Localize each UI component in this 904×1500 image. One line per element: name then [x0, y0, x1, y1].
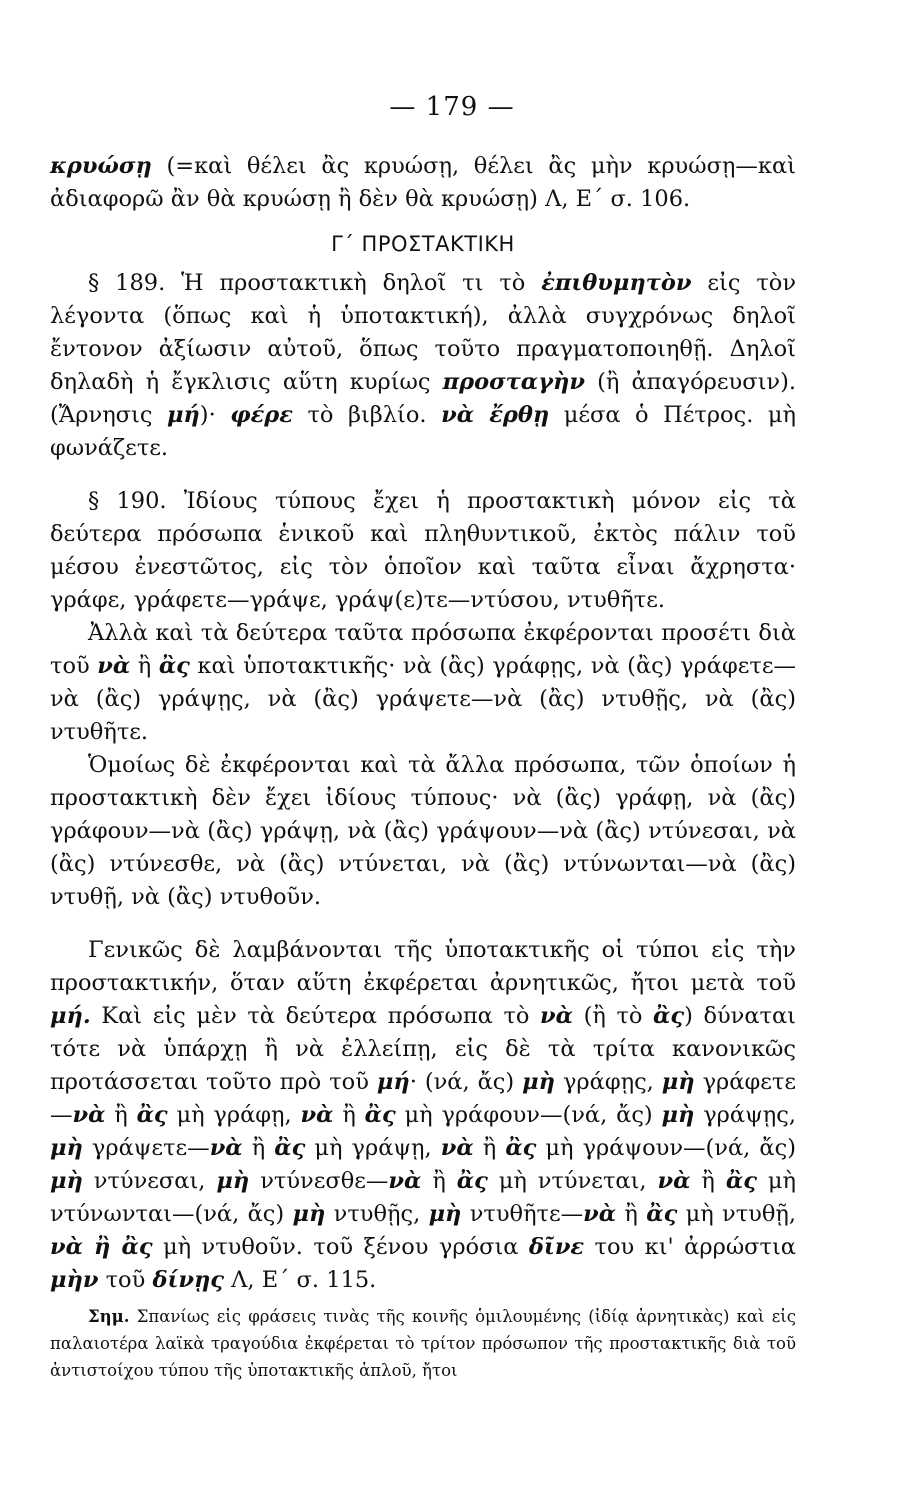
bold-term: μὴ — [661, 1069, 695, 1095]
paragraph-other-persons: Ὁμοίως δὲ ἐκφέρονται καὶ τὰ ἄλλα πρόσωπα, τῶν ὁποίων ἡ προστακτικὴ δὲν ἔχει ἰδίους τύπους· νὰ (ἂς) γράφῃ, νὰ (ἂς) γράφουν—νὰ (ἂς) γράψῃ, νὰ (ἂς) γράψουν—νὰ (ἂς) ντύνεσαι, νὰ (ἂς) ντύνεσθε, νὰ (ἂς) ντύνεται, νὰ (ἂς) ντύνωνται—νὰ (ἂς) ντυθῇ, νὰ (ἂς) ντυθοῦν. — [50, 752, 796, 910]
text-run: καὶ ὑποτακτικῆς· νὰ (ἂς) γράφῃς, νὰ (ἂς) γράφετε—νὰ (ἂς) γράψῃς, νὰ (ἂς) γράψετε—νὰ (ἂς) ντυθῇς, νὰ (ἂς) ντυθῆτε. — [50, 653, 796, 745]
text-run: μὴ ντυθῇ, — [677, 1201, 797, 1227]
text-run: ντυθῆτε— — [461, 1201, 584, 1227]
paragraph-190: § 190. Ἰδίους τύπους ἔχει ἡ προστακτικὴ μόνον εἰς τὰ δεύτερα πρόσωπα ἑνικοῦ καὶ πληθυντικοῦ, ἐκτὸς πάλιν τοῦ μέσου ἐνεστῶτος, εἰς τὸν ὁποῖον καὶ ταῦτα εἶναι ἄχρηστα· γράφε, γράφετε—γράψε, γράψ(ε)τε—ντύσου, ντυθῆτε. — [50, 488, 796, 613]
text-run: μὴ γράψῃ, — [305, 1135, 441, 1161]
text-run: )· — [199, 402, 231, 428]
footnote-text: Σπανίως εἰς φράσεις τινὰς τῆς κοινῆς ὁμιλουμένης (ἰδίᾳ ἀρνητικὰς) καὶ εἰς παλαιοτέρα λαϊκὰ τραγούδια ἐκφέρεται τὸ τρίτον πρόσωπον τῆς προστακτικῆς διὰ τοῦ ἀντιστοίχου τύπου τῆς ὑποτακτικῆς ἁπλοῦ, ἤτοι — [50, 1307, 796, 1380]
bold-term: φέρε — [230, 402, 293, 428]
bold-term: μὴ — [292, 1201, 326, 1227]
bold-term: μὴ — [661, 1102, 695, 1128]
text-run: Γενικῶς δὲ λαμβάνονται τῆς ὑποτακτικῆς οἱ τύποι εἰς τὴν προστακτικήν, ὅταν αὕτη ἐκφέρεται ἀρνητικῶς, ἤτοι μετὰ τοῦ — [50, 937, 796, 996]
paragraph-continuation — [50, 150, 796, 216]
page-number: — 179 — — [389, 92, 515, 122]
text-run: γράψῃς, — [694, 1102, 796, 1128]
text-run: γράφῃς, — [554, 1069, 662, 1095]
bold-term: μὴ — [522, 1069, 555, 1095]
bold-term: κρυώσῃ — [50, 153, 152, 179]
text-run: του κι' ἀρρώστια — [584, 1234, 796, 1260]
text-run: ντυθῇς, — [325, 1201, 429, 1227]
bold-term: μὴ — [428, 1201, 462, 1227]
paragraph-189 — [50, 267, 796, 465]
bold-term: μή — [376, 1069, 410, 1095]
bold-term: νὰ ἢ ἂς — [50, 1234, 153, 1260]
bold-term: ἂς — [136, 1102, 168, 1128]
bold-term: μή. — [50, 1003, 91, 1029]
bold-term: νὰ — [388, 1168, 422, 1194]
text-run: ἢ — [333, 1102, 365, 1128]
bold-term: ἂς — [456, 1168, 488, 1194]
text-run: μὴ γράφῃ, — [167, 1102, 301, 1128]
text-run: τὸ βιβλίο. — [292, 402, 442, 428]
bold-term: δίνῃς — [152, 1267, 225, 1293]
text-run: § 189. Ἡ προστακτικὴ δηλοῖ τι τὸ — [88, 270, 542, 296]
text-run: μὴ ντύνεται, — [487, 1168, 658, 1194]
main-text — [50, 150, 796, 1297]
text-run: μὴ ντυθοῦν. τοῦ ξένου γρόσια — [152, 1234, 529, 1260]
text-run: γράψετε— — [82, 1135, 210, 1161]
bold-term: ἂς — [364, 1102, 396, 1128]
text-run: ) δύναται τότε νὰ ὑπάρχῃ ἢ νὰ ἐλλείπῃ, εἰς δὲ τὰ τρίτα κανονικῶς προτάσσεται τοῦτο πρὸ τοῦ — [50, 1003, 796, 1095]
bold-term: ἂς — [505, 1135, 537, 1161]
bold-term: ἂς — [158, 653, 190, 679]
bold-term: ἂς — [653, 1003, 685, 1029]
text-run: εἰς τὸν λέγοντα (ὅπως καὶ ἡ ὑποτακτική), ἀλλὰ συγχρόνως δηλοῖ ἔντονον ἀξίωσιν αὐτοῦ, ὅπως τοῦτο πραγματοποιηθῇ. Δηλοῖ δηλαδὴ ἡ ἔγκλισις αὕτη κυρίως — [50, 270, 797, 395]
bold-term: ἂς — [725, 1168, 757, 1194]
text-run: · (νά, ἄς) — [409, 1069, 523, 1095]
text-run: ἢ — [130, 653, 159, 679]
paragraph-negative — [50, 934, 796, 1297]
text-run: ἢ — [616, 1201, 647, 1227]
footnote-paragraph — [50, 1303, 796, 1384]
text-run: τοῦ — [98, 1267, 153, 1293]
bold-term: ἐπιθυμητὸν — [541, 270, 692, 296]
text-run: μὴ ντύνωνται—(νά, ἄς) — [50, 1168, 796, 1227]
text-run: ντύνεσθε— — [249, 1168, 389, 1194]
bold-term: ἂς — [646, 1201, 678, 1227]
bold-term: ἂς — [274, 1135, 306, 1161]
text-run: ἢ — [105, 1102, 137, 1128]
bold-term: μή — [166, 402, 200, 428]
text-run: (=καὶ θέλει ἂς κρυώσῃ, θέλει ἂς μὴν κρυώσῃ—καὶ ἀδιαφορῶ ἂν θὰ κρυώσῃ ἢ δὲν θὰ κρυώσῃ) Λ, Ε΄ σ. 106. — [50, 153, 796, 212]
bold-term: νὰ — [300, 1102, 334, 1128]
text-run: (ἢ ἀπαγόρευσιν). (Ἄρνησις — [50, 369, 796, 428]
text-run: ντύνεσαι, — [82, 1168, 217, 1194]
footnote — [50, 1303, 796, 1384]
bold-term: νὰ — [540, 1003, 573, 1029]
bold-term: μὴ — [50, 1135, 83, 1161]
bold-term: μὴ — [50, 1168, 83, 1194]
text-run: ἢ — [242, 1135, 275, 1161]
bold-term: νὰ — [583, 1201, 617, 1227]
text-run: μὴ γράψουν—(νά, ἄς) — [536, 1135, 796, 1161]
text-run: Καὶ εἰς μὲν τὰ δεύτερα πρόσωπα τὸ — [90, 1003, 541, 1029]
section-heading: Γ΄ ΠΡΟΣΤΑΚΤΙΚΗ — [331, 232, 515, 256]
text-run: μέσα ὁ Πέτρος. μὴ φωνάζετε. — [50, 402, 796, 461]
text-run: Λ, Ε΄ σ. 115. — [224, 1267, 377, 1293]
bold-term: μὴ — [216, 1168, 250, 1194]
bold-term: νὰ — [657, 1168, 691, 1194]
text-run: ἢ — [473, 1135, 506, 1161]
bold-term: δῖνε — [528, 1234, 585, 1260]
text-run: γράφετε— — [50, 1069, 796, 1128]
text-run: Ἀλλὰ καὶ τὰ δεύτερα ταῦτα πρόσωπα ἐκφέρονται προσέτι διὰ τοῦ — [50, 620, 796, 679]
text-run: ἢ — [421, 1168, 457, 1194]
text-run: ἢ — [690, 1168, 726, 1194]
text-run: (ἢ τὸ — [572, 1003, 654, 1029]
bold-term: προσταγὴν — [442, 369, 585, 395]
footnote-label: Σημ. — [88, 1307, 130, 1326]
bold-term: νὰ — [440, 1135, 474, 1161]
bold-term: νὰ — [97, 653, 131, 679]
bold-term: μὴν — [50, 1267, 99, 1293]
bold-term: νὰ — [72, 1102, 106, 1128]
bold-term: νὰ ἔρθῃ — [441, 402, 550, 428]
paragraph-second-persons — [50, 617, 796, 749]
text-run: μὴ γράφουν—(νά, ἄς) — [395, 1102, 662, 1128]
bold-term: νὰ — [209, 1135, 243, 1161]
